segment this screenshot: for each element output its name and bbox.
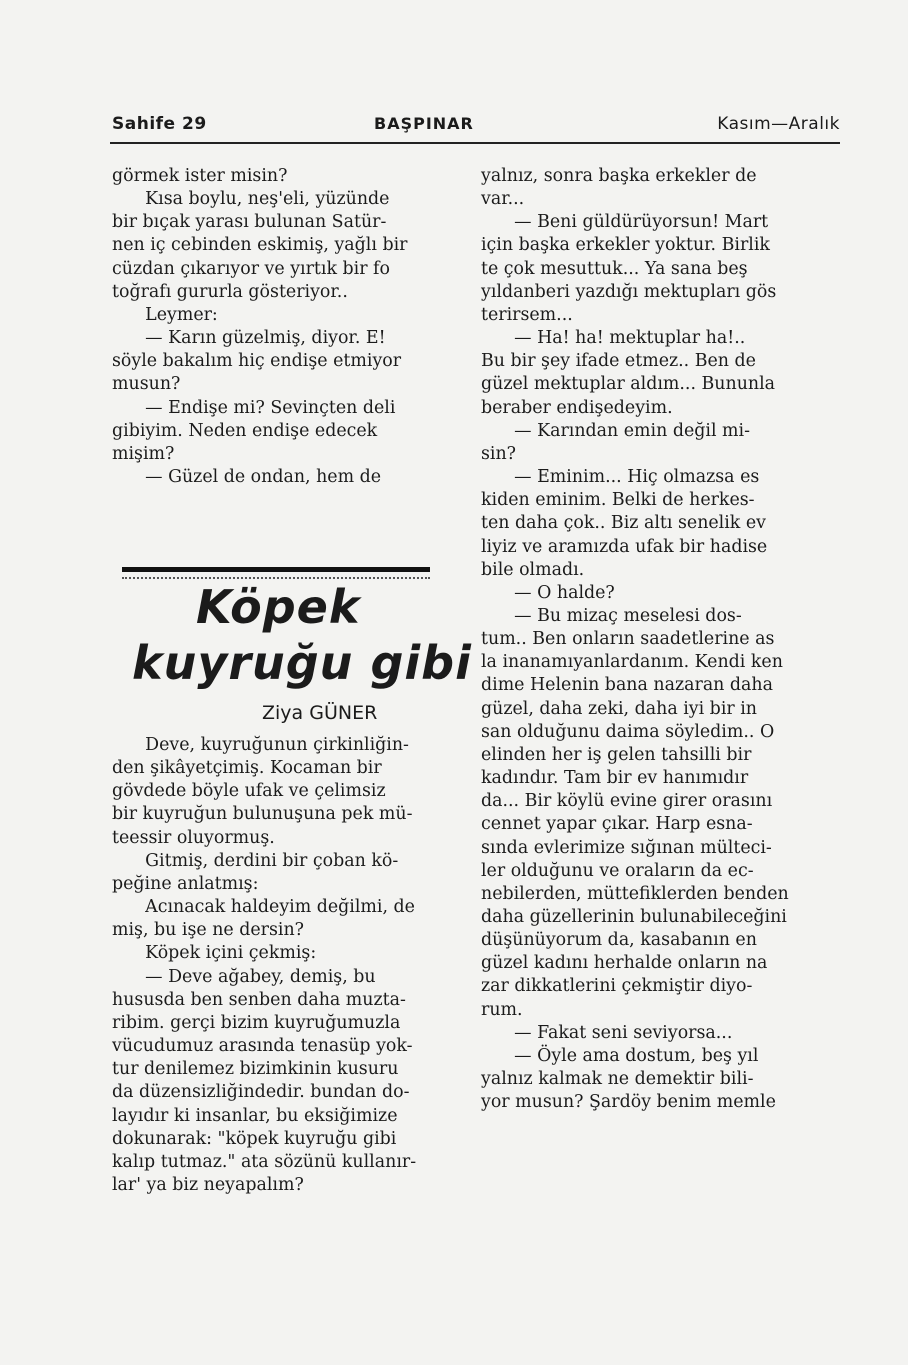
text-line: kalıp tutmaz." ata sözünü kullanır- [112, 1151, 417, 1172]
text-line: nen iç cebinden eskimiş, yağlı bir [112, 235, 408, 256]
text-line: — Endişe mi? Sevinçten deli [112, 397, 396, 418]
text-line: güzel mektuplar aldım... Bununla [481, 374, 776, 395]
left-column-top-text [112, 165, 442, 489]
text-line: lar' ya biz neyapalım? [112, 1174, 304, 1195]
article-divider [122, 567, 430, 572]
text-line: daha güzellerinin bulunabileceğini [481, 907, 787, 927]
text-line: miş, bu işe ne dersin? [112, 920, 304, 941]
text-line: bile olmadı. [481, 559, 585, 580]
text-line: dokunarak: "köpek kuyruğu gibi [112, 1128, 397, 1149]
text-line: — Karın güzelmiş, diyor. E! [112, 328, 386, 349]
text-line: — Karından emin değil mi- [481, 420, 750, 441]
text-line: da... Bir köylü evine girer orasını [481, 791, 773, 812]
text-line: ten daha çok.. Biz altı senelik ev [481, 513, 766, 534]
text-line: Leymer: [112, 304, 218, 325]
text-line: zar dikkatlerini çekmiştir diyo- [481, 976, 753, 997]
text-line: terirsem... [481, 304, 573, 325]
text-line: da düzensizliğindedir. bundan do- [112, 1082, 410, 1103]
page-number: Sahife 29 [112, 114, 207, 134]
text-line: — Deve ağabey, demiş, bu [112, 966, 376, 987]
text-line: — Öyle ama dostum, beş yıl [481, 1045, 759, 1066]
right-column-text [481, 165, 841, 1114]
article-divider-dotted [122, 577, 430, 579]
text-line: bir kuyruğun bulunuşuna pek mü- [112, 804, 413, 825]
running-header [112, 112, 840, 142]
text-line: yıldanberi yazdığı mektupları gös [481, 281, 777, 302]
text-line: la inanamıyanlardanım. Kendi ken [481, 652, 783, 673]
text-line: elinden her iş gelen tahsilli bir [481, 744, 752, 765]
text-line: gibiyim. Neden endişe edecek [112, 420, 378, 441]
text-line: kadındır. Tam bir ev hanımıdır [481, 768, 749, 789]
text-line: beraber endişedeyim. [481, 397, 673, 418]
text-line: yor musun? Şardöy benim memle [481, 1092, 776, 1113]
text-line: yalnız, sonra başka erkekler de [481, 166, 757, 186]
text-line: nebilerden, müttefiklerden benden [481, 883, 789, 904]
text-line: Bu bir şey ifade etmez.. Ben de [481, 351, 756, 372]
text-line: Gitmiş, derdini bir çoban kö- [112, 850, 399, 871]
text-line: musun? [112, 374, 181, 395]
text-line: Kısa boylu, neş'eli, yüzünde [112, 189, 390, 210]
text-line: — Beni güldürüyorsun! Mart [481, 212, 769, 233]
text-line: söyle bakalım hiç endişe etmiyor [112, 351, 402, 372]
text-line: güzel, daha zeki, daha iyi bir in [481, 698, 757, 719]
text-line: gövdede böyle ufak ve çelimsiz [112, 781, 386, 802]
left-column-article-text [112, 734, 442, 1197]
text-line: Köpek içini çekmiş: [112, 943, 317, 964]
text-line: var... [481, 189, 525, 210]
text-line: düşünüyorum da, kasabanın en [481, 930, 757, 951]
issue-date: Kasım—Aralık [717, 114, 840, 134]
text-line: tur denilemez bizimkinin kusuru [112, 1059, 399, 1080]
text-line: sında evlerimize sığınan mülteci- [481, 837, 772, 858]
article-author: Ziya GÜNER [262, 702, 378, 724]
text-line: tum.. Ben onların saadetlerine as [481, 629, 775, 650]
text-line: liyiz ve aramızda ufak bir hadise [481, 536, 768, 557]
text-line: — Bu mizaç meselesi dos- [481, 605, 742, 626]
text-line: için başka erkekler yoktur. Birlik [481, 235, 770, 256]
text-line: rum. [481, 999, 523, 1020]
text-line: ler olduğunu ve oraların da ec- [481, 860, 754, 881]
text-line: te çok mesuttuk... Ya sana beş [481, 258, 748, 279]
text-line: Acınacak haldeyim değilmi, de [112, 897, 415, 918]
text-line: bir bıçak yarası bulunan Satür- [112, 212, 387, 233]
text-line: sin? [481, 443, 517, 464]
text-line: — Güzel de ondan, hem de [112, 467, 382, 488]
text-line: görmek ister misin? [112, 166, 288, 186]
text-line: güzel kadını herhalde onların na [481, 953, 768, 974]
text-line: dime Helenin bana nazaran daha [481, 675, 773, 696]
text-line: — Eminim... Hiç olmazsa es [481, 467, 760, 488]
text-line: teessir oluyormuş. [112, 827, 275, 848]
text-line: ribim. gerçi bizim kuyruğumuzla [112, 1012, 401, 1033]
text-line: Deve, kuyruğunun çirkinliğin- [112, 735, 409, 755]
text-line: — Fakat seni seviyorsa... [481, 1022, 733, 1043]
text-line: — O halde? [481, 582, 615, 603]
text-line: kiden eminim. Belki de herkes- [481, 490, 755, 511]
text-line: layıdır ki insanlar, bu eksiğimize [112, 1105, 398, 1126]
text-line: mişim? [112, 443, 175, 464]
text-line: — Ha! ha! mektuplar ha!.. [481, 328, 746, 349]
text-line: den şikâyetçimiş. Kocaman bir [112, 758, 382, 779]
header-rule [110, 142, 840, 144]
text-line: yalnız kalmak ne demektir bili- [481, 1069, 754, 1090]
text-line: hususda ben senben daha muzta- [112, 989, 406, 1010]
text-line: peğine anlatmış: [112, 873, 259, 894]
article-title-line2: kuyruğu gibi [132, 636, 472, 690]
article-title-line1: Köpek [196, 580, 361, 634]
text-line: vücudumuz arasında tenasüp yok- [112, 1036, 413, 1057]
text-line: cüzdan çıkarıyor ve yırtık bir fo [112, 258, 390, 279]
text-line: cennet yapar çıkar. Harp esna- [481, 814, 753, 835]
magazine-title: BAŞPINAR [374, 114, 474, 133]
text-line: san olduğunu daima söyledim.. O [481, 721, 775, 742]
text-line: toğrafı gururla gösteriyor.. [112, 281, 348, 302]
